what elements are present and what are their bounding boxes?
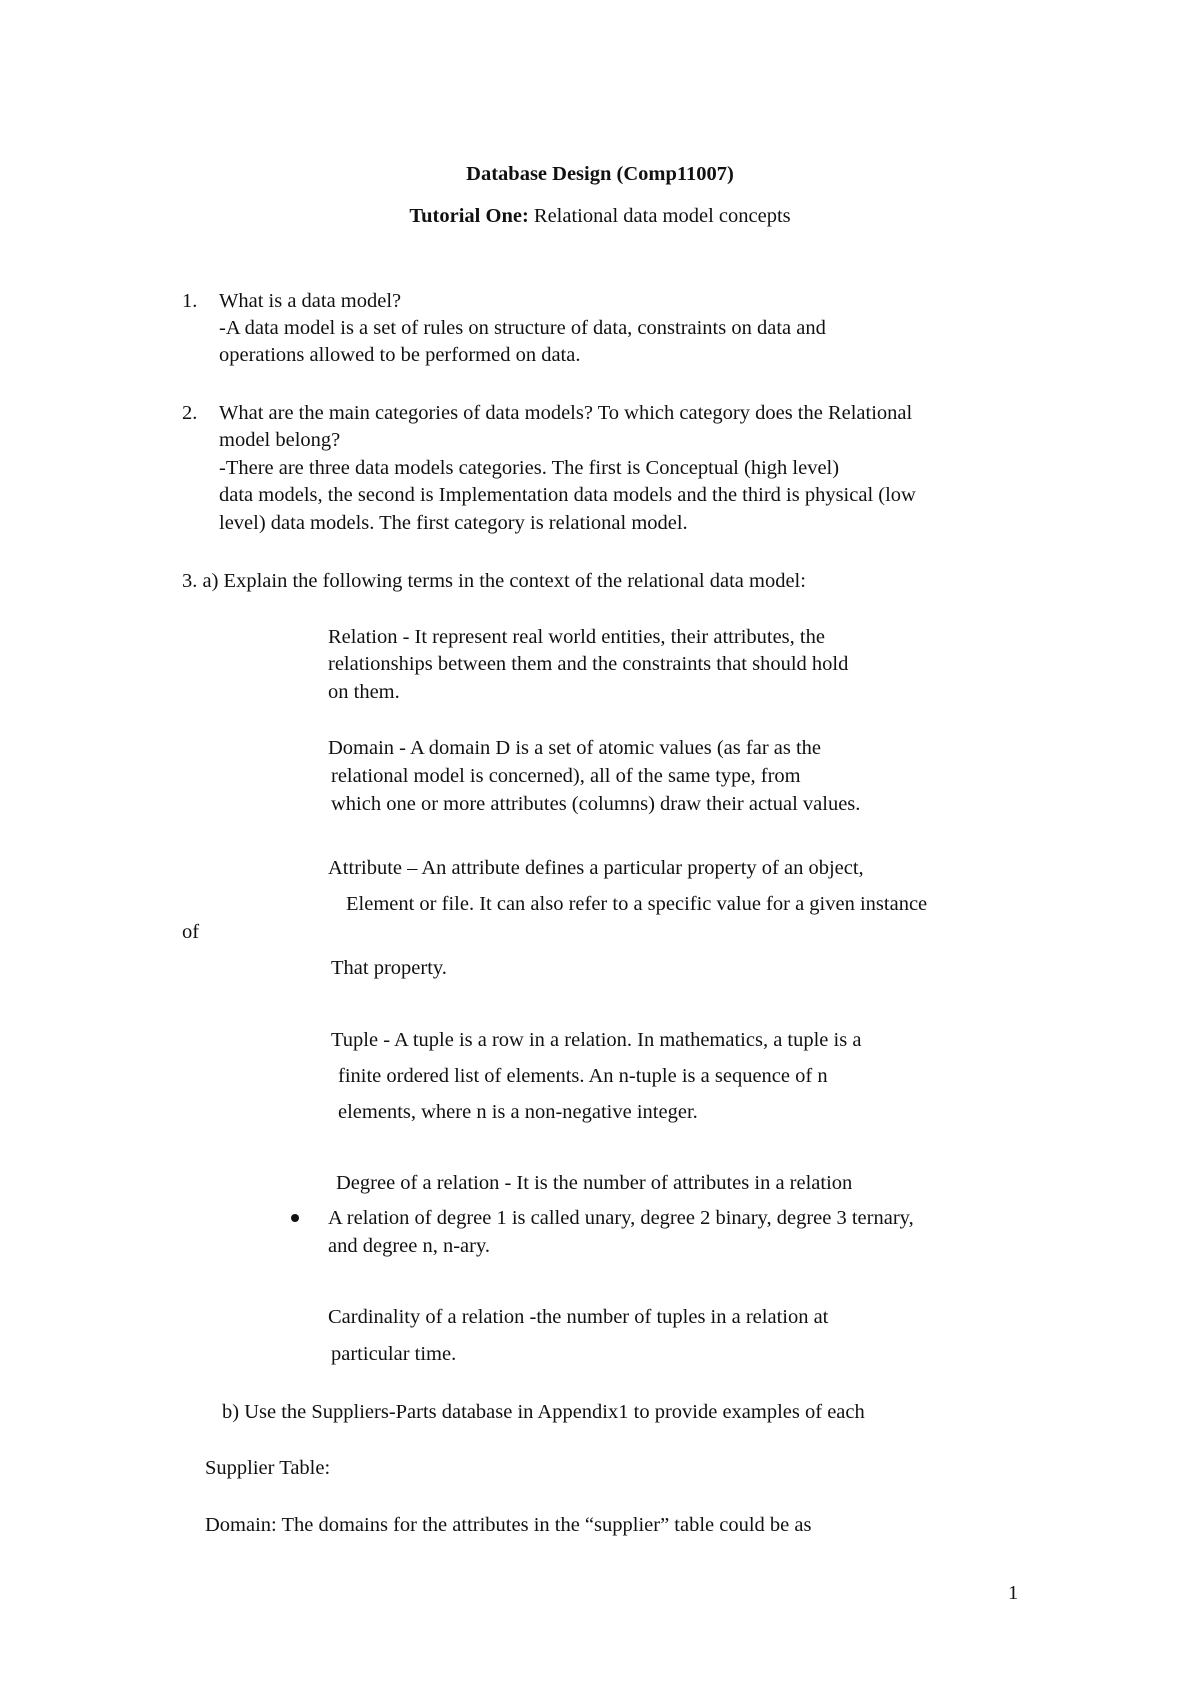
degree-bullet-line-2: and degree n, n-ary. [328, 1235, 491, 1257]
q2-line-4: data models, the second is Implementation data models and the third is physical (low [219, 484, 916, 506]
tuple-line-2: finite ordered list of elements. An n-tuple is a sequence of n [338, 1065, 828, 1087]
domain-line-1: Domain - A domain D is a set of atomic values (as far as the [328, 737, 822, 759]
domain-line-3: which one or more attributes (columns) draw their actual values. [331, 793, 861, 815]
q2-line-3: -There are three data models categories. The first is Conceptual (high level) [219, 457, 840, 479]
attribute-line-3: of [182, 921, 200, 943]
q2-line-2: model belong? [219, 429, 341, 451]
tuple-line-1: Tuple - A tuple is a row in a relation. In mathematics, a tuple is a [331, 1029, 862, 1051]
degree-heading: Degree of a relation - It is the number of attributes in a relation [336, 1172, 853, 1194]
q1-answer-line-2: operations allowed to be performed on data. [219, 344, 581, 366]
q2-line-1: What are the main categories of data models? To which category does the Relational [219, 402, 913, 424]
domain-note: Domain: The domains for the attributes in the “supplier” table could be as [205, 1514, 812, 1536]
q3-part-b: b) Use the Suppliers-Parts database in Appendix1 to provide examples of each [222, 1401, 865, 1423]
q1-answer-line-1: -A data model is a set of rules on structure of data, constraints on data and [219, 317, 826, 339]
relation-line-1: Relation - It represent real world entities, their attributes, the [328, 626, 825, 648]
q1-number: 1. [182, 290, 198, 312]
domain-line-2: relational model is concerned), all of the same type, from [331, 765, 801, 787]
degree-bullet-line-1: A relation of degree 1 is called unary, degree 2 binary, degree 3 ternary, [328, 1207, 914, 1229]
cardinality-line-2: particular time. [331, 1343, 457, 1365]
relation-line-2: relationships between them and the constraints that should hold [328, 653, 849, 675]
subtitle-label: Tutorial One: [409, 205, 529, 227]
subtitle-text: Relational data model concepts [528, 205, 791, 227]
document-title: Database Design (Comp11007) [466, 163, 734, 185]
cardinality-line-1: Cardinality of a relation -the number of tuples in a relation at [328, 1306, 829, 1328]
q2-number: 2. [182, 402, 198, 424]
tuple-line-3: elements, where n is a non-negative integer. [338, 1101, 698, 1123]
attribute-line-1: Attribute – An attribute defines a particular property of an object, [328, 857, 864, 879]
bullet-icon [291, 1214, 299, 1222]
q2-line-5: level) data models. The first category is relational model. [219, 512, 688, 534]
q1-question: What is a data model? [219, 290, 402, 312]
attribute-line-4: That property. [331, 957, 447, 979]
page-number: 1 [1008, 1582, 1019, 1604]
relation-line-3: on them. [328, 681, 400, 703]
attribute-line-2: Element or file. It can also refer to a specific value for a given instance [346, 893, 928, 915]
document-subtitle [0, 203, 1200, 229]
supplier-table-label: Supplier Table: [205, 1457, 331, 1479]
q3-intro: 3. a) Explain the following terms in the context of the relational data model: [182, 570, 806, 592]
